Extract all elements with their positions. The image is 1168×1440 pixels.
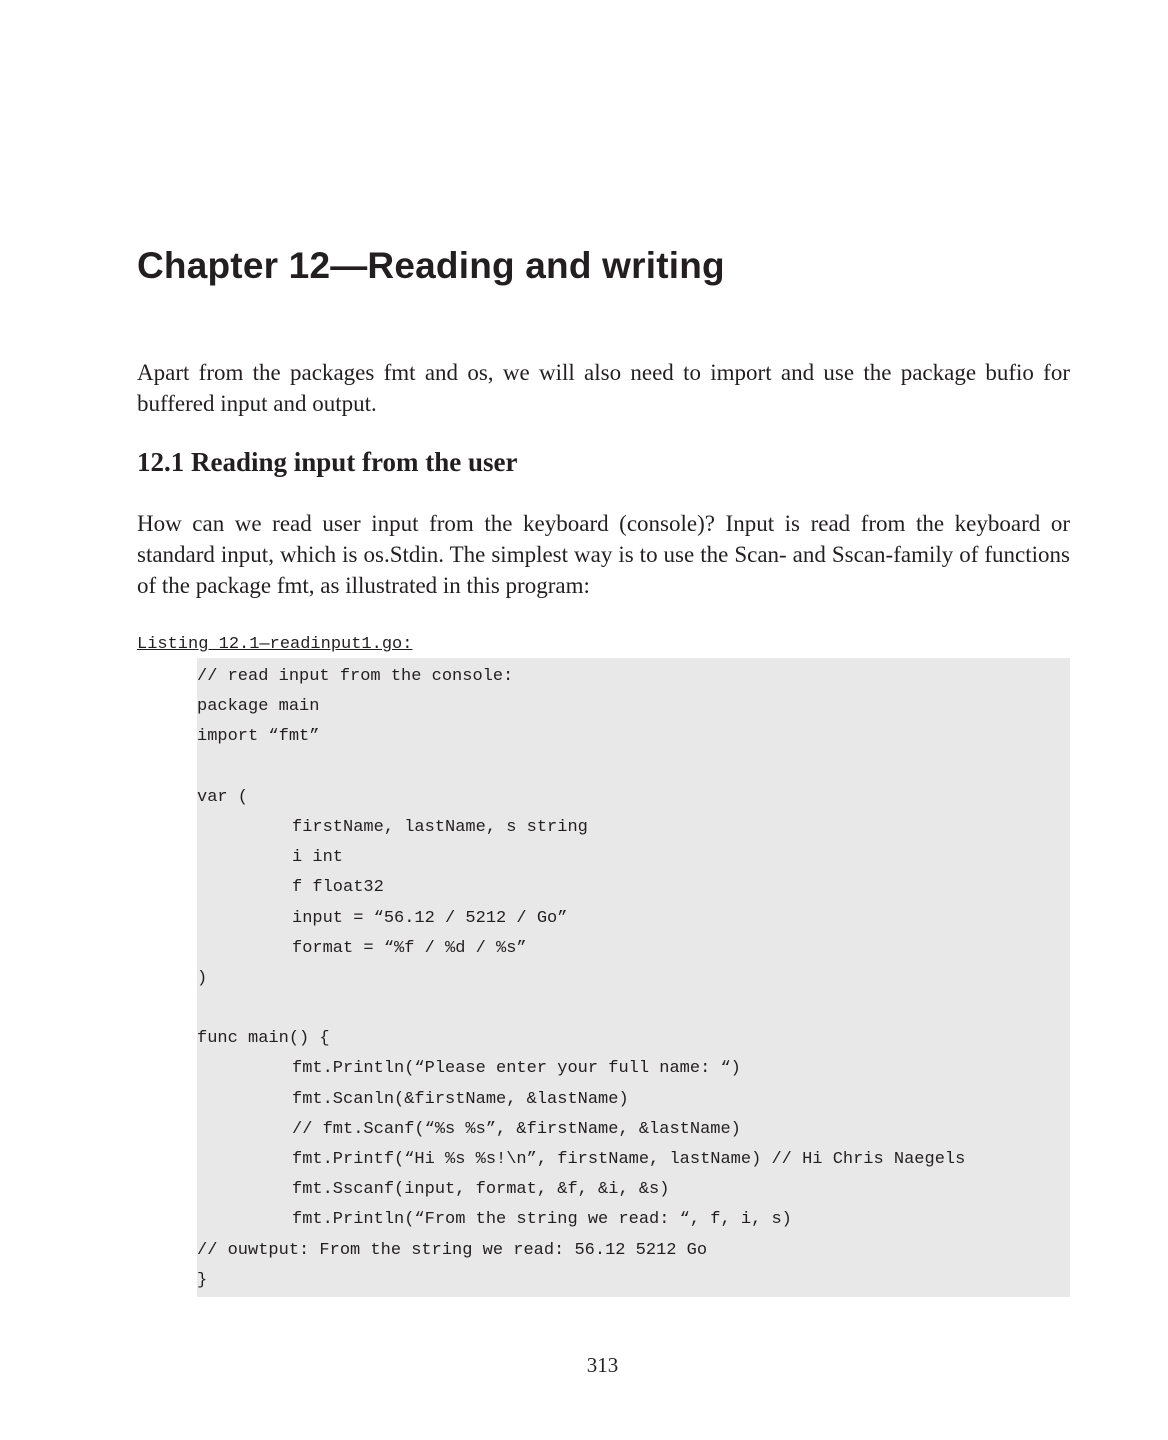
code-line: import “fmt” [197,727,320,747]
code-line: fmt.Println(“Please enter your full name: “) [292,1059,741,1079]
code-line: fmt.Println(“From the string we read: “, f, i, s) [292,1210,792,1230]
code-line: // fmt.Scanf(“%s %s”, &firstName, &lastName) [292,1119,741,1139]
code-line: firstName, lastName, s string [292,817,588,837]
code-line: ) [197,968,208,988]
page-number: 313 [586,1353,619,1377]
code-line: var ( [197,787,249,807]
chapter-title: Chapter 12—Reading and writing [137,245,725,286]
code-line [197,994,1070,1024]
code-line: input = “56.12 / 5212 / Go” [292,908,568,928]
code-line: format = “%f / %d / %s” [292,938,527,958]
section-heading: 12.1 Reading input from the user [137,447,518,477]
code-line: package main [197,697,320,717]
code-listing [197,658,1070,1297]
code-line: } [197,1270,208,1290]
code-line: fmt.Scanln(&firstName, &lastName) [292,1089,629,1109]
code-line [197,753,1070,783]
listing-caption: Listing 12.1—readinput1.go: [137,635,413,654]
code-line: i int [292,848,344,868]
section-paragraph: How can we read user input from the keyboard (console)? Input is read from the keyboard or standard input, which is os.Stdin. The simplest way is to use the Scan- and Sscan-family of functions of the package fmt, as illustrated in this program: [137,511,1070,598]
intro-paragraph: Apart from the packages fmt and os, we will also need to import and use the package bufio for buffered input and output. [137,360,1070,416]
code-line: func main() { [197,1029,330,1049]
code-line: fmt.Printf(“Hi %s %s!\n”, firstName, lastName) // Hi Chris Naegels [292,1150,966,1169]
code-line: // read input from the console: [197,667,514,686]
code-line: // ouwtput: From the string we read: 56.12 5212 Go [197,1240,708,1260]
code-line: fmt.Sscanf(input, format, &f, &i, &s) [292,1180,670,1200]
code-line: f float32 [292,878,384,898]
